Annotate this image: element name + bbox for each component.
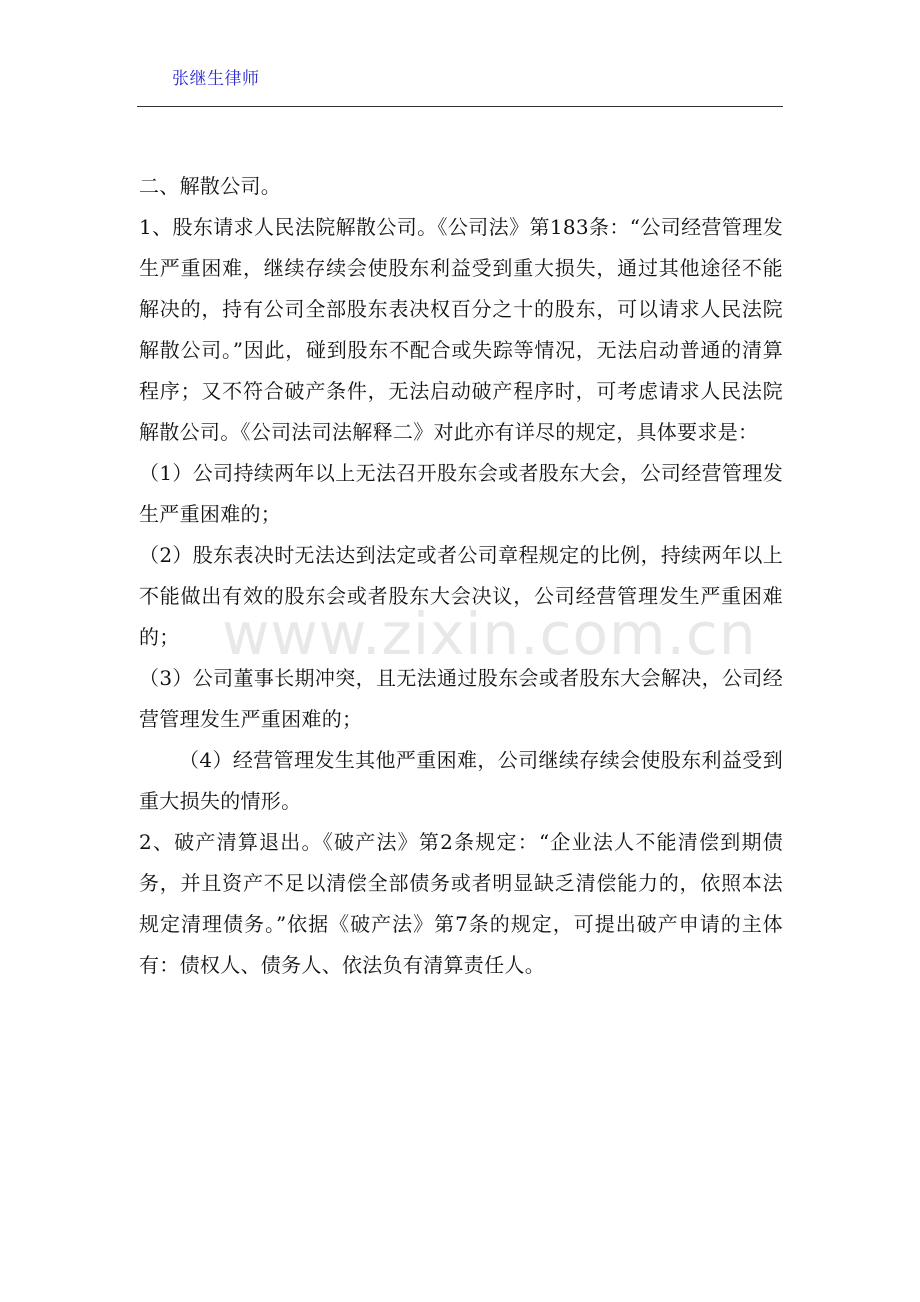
watermark: www.zixin.com.cn [222,600,757,668]
document-body [139,166,783,986]
list-item-2: （2）股东表决时无法达到法定或者公司章程规定的比例，持续两年以上不能做出有效的股东会或者股东大会决议，公司经营管理发生严重困难的； [139,543,783,649]
paragraph-bankruptcy: 2、破产清算退出。《破产法》第2条规定：“企业法人不能清偿到期债务，并且资产不足以清偿全部债务或者明显缺乏清偿能力的，依照本法规定清理债务。”依据《破产法》第7条的规定，可提出破产申请的主体有：债权人、债务人、依法负有清算责任人。 [139,830,783,977]
paragraph-shareholder-dissolution: 1、股东请求人民法院解散公司。《公司法》第183条：“公司经营管理发生严重困难，继续存续会使股东利益受到重大损失，通过其他途径不能解决的，持有公司全部股东表决权百分之十的股东，可以请求人民法院解散公司。”因此，碰到股东不配合或失踪等情况，无法启动普通的清算程序；又不符合破产条件，无法启动破产程序时，可考虑请求人民法院解散公司。《公司法司法解释二》对此亦有详尽的规定，具体要求是： [139,215,783,444]
list-item-1: （1）公司持续两年以上无法召开股东会或者股东大会，公司经营管理发生严重困难的； [139,461,783,526]
header-author: 张继生律师 [172,69,260,89]
section-heading: 二、解散公司。 [139,174,282,198]
list-item-3: （3）公司董事长期冲突，且无法通过股东会或者股东大会解决，公司经营管理发生严重困难的； [139,666,783,731]
list-item-4: （4）经营管理发生其他严重困难，公司继续存续会使股东利益受到重大损失的情形。 [139,748,783,813]
header-divider [137,106,783,107]
